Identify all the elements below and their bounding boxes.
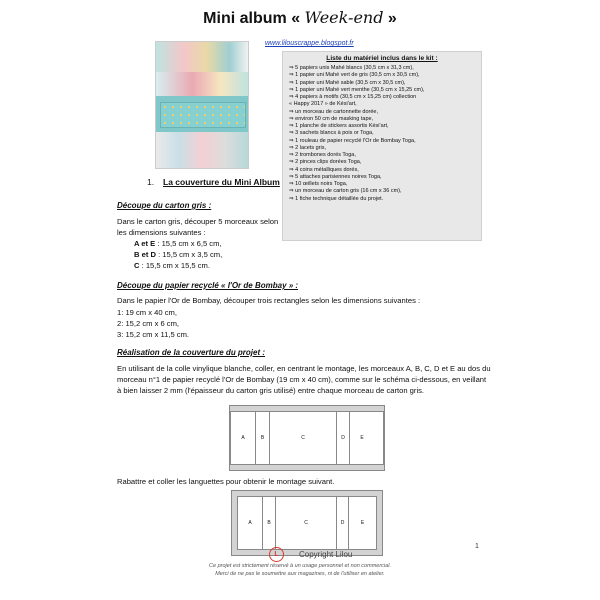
- carton-dim-value: : 15,5 cm x 6,5 cm,: [155, 239, 222, 248]
- kit-item: [289, 130, 481, 137]
- footer-notice-2: Merci de ne pas le soumettre aux magazines, ni de l'utiliser en atelier.: [215, 571, 385, 577]
- piece-d: D: [337, 497, 349, 549]
- kit-materials-box: [282, 51, 482, 241]
- kit-item: [289, 72, 481, 79]
- carton-dim-value: : 15,5 cm x 3,5 cm,: [155, 250, 223, 259]
- arrow-icon: ⇒: [289, 79, 294, 86]
- kit-item: [289, 181, 481, 188]
- arrow-icon: ⇒: [289, 173, 294, 180]
- arrow-icon: ⇒: [289, 159, 294, 166]
- arrow-icon: ⇒: [289, 123, 294, 129]
- piece-e: E: [360, 435, 364, 441]
- carton-dim-label: C: [134, 261, 140, 270]
- kit-heading: Liste du matériel inclus dans le kit :: [326, 55, 438, 62]
- carton-dim-row: [134, 260, 222, 271]
- kit-item-text: 3 sachets blancs à pois or Toga,: [295, 130, 374, 137]
- kit-item-text: un morceau de cartonnette dorée,: [295, 108, 379, 115]
- carton-dim-row: [134, 249, 222, 260]
- piece-c: C: [270, 412, 337, 464]
- kit-item: [289, 152, 481, 159]
- kit-item-text: 1 papier uni Mahé sable (30,5 cm x 30,5 cm),: [295, 79, 406, 86]
- realisation-text: En utilisant de la colle vinylique blanche, coller, en centrant le montage, les morceaux A, B, C, D et E au dos du morceau n°1 de papier recyclé l'Or de Bombay (19 cm x 40 cm), comme sur le schéma ci-dessous, en veillant à bien laisser 2 mm (l'épaisseur du carton gris utilisé) entre chaque morceau de carton gris.: [117, 364, 491, 395]
- arrow-icon: ⇒: [289, 65, 294, 71]
- kit-item: [289, 87, 481, 94]
- kit-item-text: 2 pinces clips dorées Toga,: [295, 159, 362, 166]
- album-photo: [155, 41, 249, 169]
- arrow-icon: ⇒: [289, 152, 294, 158]
- piece-a: A: [231, 412, 256, 464]
- section-label: La couverture du Mini Album: [163, 177, 280, 187]
- arrow-icon: ⇒: [289, 166, 294, 173]
- arrow-icon: ⇒: [289, 144, 294, 151]
- kit-item: [289, 94, 481, 101]
- diagram-paper: [230, 411, 384, 465]
- arrow-icon: ⇒: [289, 137, 294, 144]
- page-number: 1: [475, 543, 479, 550]
- papier-dim-row: 3: 15,2 cm x 11,5 cm.: [117, 330, 190, 339]
- title-close-quote: »: [387, 10, 397, 27]
- kit-list: [283, 65, 481, 203]
- arrow-icon: ⇒: [289, 72, 294, 79]
- kit-item-text: 4 coins métalliques dorés,: [295, 166, 359, 173]
- kit-item: [289, 138, 481, 145]
- kit-item-text: 1 fiche technique détaillée du projet.: [295, 195, 384, 202]
- papier-heading: Découpe du papier recyclé « l'Or de Bombay » :: [117, 281, 299, 290]
- piece-b: B: [256, 412, 270, 464]
- carton-dim-label: B et D: [134, 250, 156, 259]
- kit-item-text: 2 trombones dorés Toga,: [295, 152, 356, 158]
- title-script: Week-end: [304, 8, 384, 27]
- lilou-logo-icon: L: [269, 547, 284, 562]
- kit-item-text: 2 lacets gris,: [295, 144, 327, 151]
- kit-item-text: 4 papiers à motifs (30,5 cm x 15,25 cm) collection: [295, 94, 417, 100]
- kit-item-text: 5 attaches parisiennes noires Toga,: [295, 173, 382, 180]
- section-number: 1.: [147, 177, 155, 187]
- piece-e: E: [360, 520, 365, 526]
- kit-item: [289, 145, 481, 152]
- kit-item-text: environ 50 cm de masking tape,: [295, 115, 374, 122]
- kit-item-text: « Happy 2017 » de Kési'art,: [289, 101, 357, 108]
- carton-dim-value: : 15,5 cm x 15,5 cm.: [139, 261, 210, 270]
- kit-item: [289, 116, 481, 123]
- kit-item: [289, 80, 481, 87]
- piece-a: A: [238, 497, 263, 549]
- carton-heading: Découpe du carton gris :: [117, 201, 212, 210]
- papier-intro: Dans le papier l'Or de Bombay, découper trois rectangles selon les dimensions suivantes :: [117, 296, 421, 305]
- rabattre-text: Rabattre et coller les languettes pour obtenir le montage suivant.: [117, 477, 335, 486]
- footer-notice-1: Ce projet est strictement réservé à un usage personnel et non commercial.: [209, 563, 391, 569]
- kit-item: [289, 65, 481, 72]
- arrow-icon: ⇒: [289, 181, 294, 187]
- realisation-heading: Réalisation de la couverture du projet :: [117, 348, 266, 357]
- page-title: [0, 8, 600, 28]
- piece-c: C: [276, 497, 337, 549]
- diagram-paper-folded: [237, 496, 377, 550]
- carton-dimensions: [134, 238, 222, 271]
- papier-dim-row: 1: 19 cm x 40 cm,: [117, 308, 177, 317]
- papier-dimensions: [117, 307, 189, 340]
- arrow-icon: ⇒: [289, 130, 294, 137]
- kit-item-text: 1 planche de stickers assortis Kési'art,: [295, 123, 389, 129]
- kit-item-text: 5 papiers unis Mahé blancs (30,5 cm x 31,3 cm),: [295, 65, 414, 71]
- carton-dim-label: A et E: [134, 239, 156, 248]
- diagram-layout-folded: [231, 490, 383, 556]
- carton-intro: Dans le carton gris, découper 5 morceaux selon les dimensions suivantes :: [117, 217, 279, 237]
- kit-item-continuation: [289, 101, 481, 108]
- arrow-icon: ⇒: [289, 195, 294, 202]
- arrow-icon: ⇒: [289, 188, 294, 195]
- kit-item: [289, 159, 481, 166]
- piece-d: D: [337, 412, 350, 464]
- arrow-icon: ⇒: [289, 115, 294, 122]
- kit-item-text: 1 papier uni Mahé vert menthe (30,5 cm x 15,25 cm),: [295, 86, 425, 93]
- arrow-icon: ⇒: [289, 86, 294, 93]
- kit-item: [289, 123, 481, 130]
- carton-dim-row: [134, 238, 222, 249]
- kit-item: [289, 188, 481, 195]
- kit-item: [289, 167, 481, 174]
- kit-item: [289, 109, 481, 116]
- kit-item-text: 10 œillets noirs Toga,: [295, 181, 348, 187]
- kit-item-text: un morceau de carton gris (16 cm x 36 cm),: [295, 188, 402, 195]
- kit-item: [289, 196, 481, 203]
- section-heading: [147, 177, 280, 187]
- papier-dim-row: 2: 15,2 cm x 6 cm,: [117, 319, 180, 328]
- copyright: Copyright Lilou: [299, 550, 353, 559]
- piece-b: B: [263, 497, 276, 549]
- title-main: Mini album: [203, 10, 287, 27]
- arrow-icon: ⇒: [289, 94, 294, 100]
- blog-link[interactable]: www.lilouscrappe.blogspot.fr: [265, 40, 354, 47]
- kit-item: [289, 174, 481, 181]
- title-open-quote: «: [291, 10, 301, 27]
- arrow-icon: ⇒: [289, 108, 294, 115]
- kit-item-text: 1 rouleau de papier recyclé l'Or de Bombay Toga,: [295, 137, 416, 144]
- diagram-layout-flat: [229, 405, 385, 471]
- kit-item-text: 1 papier uni Mahé vert de gris (30,5 cm x 30,5 cm),: [295, 72, 420, 79]
